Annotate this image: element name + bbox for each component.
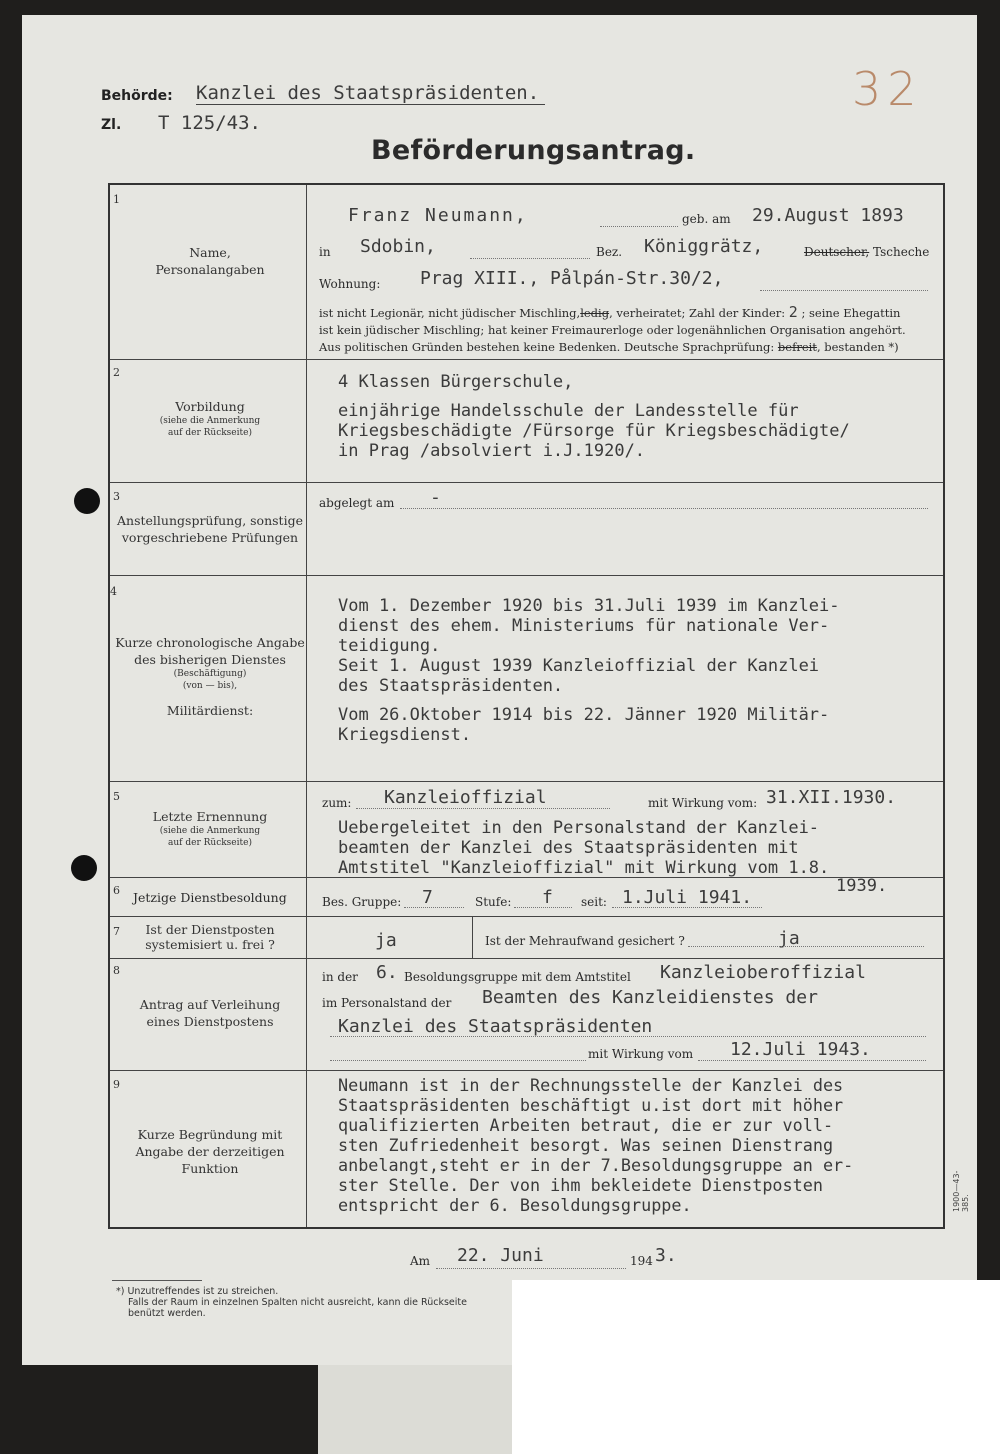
row3-label: Anstellungsprüfung, sonstige vorgeschriebene Prüfungen: [117, 513, 303, 545]
row-number: 4: [110, 585, 117, 598]
row-number: 8: [113, 964, 120, 977]
row-number: 6: [113, 884, 120, 897]
personalstand-value: Beamten des Kanzleidienstes der: [482, 987, 818, 1008]
row-number: 5: [113, 790, 120, 803]
year-printed: 194: [630, 1254, 653, 1268]
am-value: 22. Juni: [457, 1245, 544, 1266]
amtstitel-value: Kanzleioberoffizial: [660, 962, 866, 983]
dotted-rule: [760, 290, 928, 291]
gruppe-text: Besoldungsgruppe mit dem Amtstitel: [404, 970, 631, 984]
punch-hole-top: [74, 488, 100, 514]
geb-label: geb. am: [682, 212, 731, 226]
wirkung-value: 31.XII.1930.: [766, 787, 897, 808]
bez-label: Bez.: [596, 245, 623, 259]
mehraufwand-label: Ist der Mehraufwand gesichert ?: [485, 934, 685, 948]
zl-value: T 125/43.: [158, 112, 261, 134]
stufe-value: f: [542, 887, 553, 908]
row2-text: 4 Klassen Bürgerschule, einjährige Handelsschule der Landesstelle für Kriegsbeschädigte /Fürsorge für Kriegsbeschädigte/ in Prag /absolviert i.J.1920/.: [338, 372, 850, 461]
name-value: Franz Neumann,: [348, 205, 528, 226]
row-number: 1: [113, 193, 120, 206]
row9-text: Neumann ist in der Rechnungsstelle der Kanzlei des Staatspräsidenten beschäftigt u.ist dort mit höher qualifizierten Arbeiten betraut, die er zur voll- sten Zufriedenheit besorgt. Was seinen Dienstrang anbelangt,steht er in der 7.Besoldungsgruppe an er- ster Stelle. Der von ihm bekleidete Dienstposten entspricht der 6. Besoldungsgruppe.: [338, 1075, 854, 1215]
row8-wirkung-label: mit Wirkung vom: [588, 1047, 694, 1061]
row8-label: Antrag auf Verleihung eines Dienstpostens: [139, 997, 281, 1029]
dotted-rule: [698, 1060, 926, 1061]
row-number: 3: [113, 490, 120, 503]
gruppe-value: 7: [422, 887, 433, 908]
row5-text: Uebergeleitet in den Personalstand der Kanzlei- beamten der Kanzlei des Staatspräsidenten mit Amtstitel "Kanzleioffizial" mit Wirkung vom 1.8.: [338, 818, 830, 878]
row6-label: Jetzige Dienstbesoldung: [133, 890, 287, 905]
row4-label: Kurze chronologische Angabe des bisherigen Dienstes (Beschäftigung) (von — bis), Militärdienst:: [115, 635, 305, 718]
footnote-rule: [112, 1280, 202, 1281]
page-title: Beförderungsantrag.: [371, 135, 696, 166]
dotted-rule: [436, 1268, 626, 1269]
mehraufwand-value: ja: [778, 928, 800, 949]
dotted-rule: [404, 907, 464, 908]
row-number: 9: [113, 1078, 120, 1091]
row2-label: Vorbildung (siehe die Anmerkung auf der Rückseite): [159, 399, 261, 438]
row7-value: ja: [375, 930, 397, 951]
dotted-rule: [400, 508, 928, 509]
row7-label: Ist der Dienstposten systemisiert u. frei ?: [145, 922, 275, 952]
stufe-label: Stufe:: [475, 895, 512, 909]
row5-year-tail: 1939.: [836, 876, 888, 896]
in-label: in: [319, 245, 331, 259]
dotted-rule: [612, 907, 762, 908]
zum-value: Kanzleioffizial: [384, 787, 547, 808]
year-typed: 3.: [655, 1245, 677, 1266]
row9-label: Kurze Begründung mit Angabe der derzeitigen Funktion: [135, 1127, 285, 1176]
dotted-rule: [514, 907, 572, 908]
dotted-rule: [600, 226, 678, 227]
bez-value: Königgrätz,: [644, 236, 764, 257]
dotted-rule: [470, 258, 590, 259]
row1-statement: ist nicht Legionär, nicht jüdischer Mischling,ledig, verheiratet; Zahl der Kinder: 2 ; seine Ehegattin ist kein jüdischer Mischling; hat keiner Freimaurerloge oder logenähnlichen Organisation angehört. Aus politischen Gründen bestehen keine Bedenken. Deutsche Sprachprüfung: befreit, bestanden *): [319, 303, 906, 354]
print-code: 1900—43-385.: [952, 1170, 970, 1212]
row5-label: Letzte Ernennung (siehe die Anmerkung auf der Rückseite): [152, 809, 268, 848]
row-number: 7: [113, 925, 120, 938]
nation-other: Tscheche: [873, 245, 930, 259]
row4-text: Vom 1. Dezember 1920 bis 31.Juli 1939 im Kanzlei- dienst des ehem. Ministeriums für nationale Ver- teidigung. Seit 1. August 1939 Kanzleioffizial der Kanzlei des Staatspräsidenten. Vom 26.Oktober 1914 bis 22. Jänner 1920 Militär- Kriegsdienst.: [338, 596, 840, 745]
inder-label: in der: [322, 970, 358, 984]
gruppe-label: Bes. Gruppe:: [322, 895, 402, 909]
dotted-rule: [688, 946, 924, 947]
am-label: Am: [410, 1254, 431, 1268]
inder-value: 6.: [376, 962, 398, 983]
behoerde-label: Behörde:: [101, 88, 173, 104]
in-value: Sdobin,: [360, 236, 436, 257]
behoerde-value: Kanzlei des Staatspräsidenten.: [196, 82, 545, 105]
wohnung-value: Prag XIII., Pålpán-Str.30/2,: [420, 268, 724, 289]
personalstand-line3: Kanzlei des Staatspräsidenten: [338, 1016, 653, 1037]
seit-value: 1.Juli 1941.: [622, 887, 753, 908]
punch-hole-bottom: [71, 855, 97, 881]
redaction-box: [512, 1280, 1000, 1454]
geb-value: 29.August 1893: [752, 205, 904, 226]
nation-struck: Deutscher,: [804, 245, 870, 259]
paper-strip: [318, 1365, 512, 1454]
seit-label: seit:: [581, 895, 607, 909]
footnotes: *) Unzutreffendes ist zu streichen. Falls der Raum in einzelnen Spalten nicht ausreicht, kann die Rückseite benützt werden.: [116, 1286, 467, 1319]
personalstand-label: im Personalstand der: [322, 996, 452, 1010]
wirkung-label: mit Wirkung vom:: [648, 796, 758, 810]
abgelegt-value: -: [430, 487, 441, 508]
dotted-rule: [330, 1036, 926, 1037]
wohnung-label: Wohnung:: [319, 277, 381, 291]
row-number: 2: [113, 366, 120, 379]
zum-label: zum:: [322, 796, 352, 810]
row1-label: Name, Personalangaben: [155, 245, 265, 277]
abgelegt-label: abgelegt am: [319, 496, 395, 510]
zl-label: Zl.: [101, 117, 122, 133]
row8-wirkung-value: 12.Juli 1943.: [730, 1039, 871, 1060]
dotted-rule: [356, 808, 610, 809]
pencil-page-number: 32: [852, 62, 923, 116]
dotted-rule: [330, 1060, 586, 1061]
